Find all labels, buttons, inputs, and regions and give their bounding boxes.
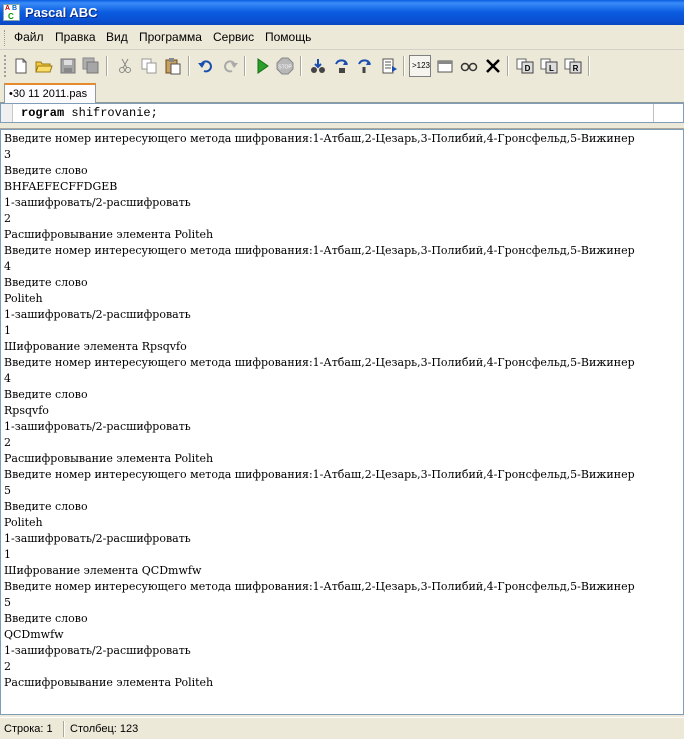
menu-view[interactable]: Вид: [106, 30, 128, 44]
tab-file[interactable]: •30 11 2011.pas: [4, 83, 96, 104]
output-line: Введите номер интересующего метода шифрования:1-Атбаш,2-Цезарь,3-Полибий,4-Гронсфельд,5-Вижинер: [4, 468, 635, 481]
cut-icon[interactable]: [114, 55, 136, 77]
program-name: shifrovanie;: [64, 106, 158, 120]
step-out-icon[interactable]: [354, 55, 376, 77]
code-editor[interactable]: [0, 103, 684, 123]
title-bar[interactable]: [0, 0, 684, 25]
output-line: Расшифровывание элемента Politeh: [4, 228, 214, 241]
redo-icon[interactable]: [219, 55, 241, 77]
output-window[interactable]: [0, 129, 684, 715]
window-title: Pascal ABC: [25, 5, 98, 20]
svg-text:STOP: STOP: [278, 64, 292, 71]
copy-icon[interactable]: [138, 55, 160, 77]
output-line: 4: [4, 260, 11, 273]
menu-file[interactable]: Файл: [14, 30, 44, 44]
toolbar-separator: [507, 56, 509, 76]
output-line: Введите номер интересующего метода шифрования:1-Атбаш,2-Цезарь,3-Полибий,4-Гронсфельд,5-Вижинер: [4, 132, 635, 145]
glasses-icon[interactable]: [458, 55, 480, 77]
output-line: Введите слово: [4, 276, 88, 289]
output-line: 5: [4, 596, 11, 609]
stop-icon[interactable]: [274, 55, 296, 77]
status-row: Строка: 1: [4, 723, 53, 735]
output-line: 1-зашифровать/2-расшифровать: [4, 308, 191, 321]
step-into-icon[interactable]: [307, 55, 329, 77]
run-icon[interactable]: [251, 55, 273, 77]
toolbar-separator: [188, 56, 190, 76]
status-separator: [63, 721, 65, 737]
window-icon[interactable]: [434, 55, 456, 77]
output-line: Введите номер интересующего метода шифрования:1-Атбаш,2-Цезарь,3-Полибий,4-Гронсфельд,5-Вижинер: [4, 244, 635, 257]
svg-text:L: L: [549, 64, 554, 73]
toolbar-separator: [588, 56, 590, 76]
svg-text:D: D: [524, 64, 531, 73]
output-line: Шифрование элемента QCDmwfw: [4, 564, 202, 577]
output-line: 1-зашифровать/2-расшифровать: [4, 420, 191, 433]
output-line: Введите слово: [4, 500, 88, 513]
watch-icon[interactable]: [378, 55, 400, 77]
editor-gutter: [1, 104, 13, 122]
close-icon[interactable]: [482, 55, 504, 77]
split-d-icon[interactable]: [514, 55, 536, 77]
output-line: 1: [4, 324, 11, 337]
tab-bar: [0, 81, 684, 103]
menu-service[interactable]: Сервис: [213, 30, 255, 44]
output-line: Расшифровывание элемента Politeh: [4, 452, 214, 465]
toolbar: [0, 51, 684, 81]
output-line: 1-зашифровать/2-расшифровать: [4, 644, 191, 657]
menu-help[interactable]: Помощь: [265, 30, 312, 44]
output-line: Введите слово: [4, 388, 88, 401]
code-line[interactable]: [21, 106, 158, 120]
output-line: Введите номер интересующего метода шифрования:1-Атбаш,2-Цезарь,3-Полибий,4-Гронсфельд,5-Вижинер: [4, 356, 635, 369]
split-l-icon[interactable]: [538, 55, 560, 77]
output-line: Введите номер интересующего метода шифрования:1-Атбаш,2-Цезарь,3-Полибий,4-Гронсфельд,5-Вижинер: [4, 580, 635, 593]
menu-grip: [4, 30, 7, 46]
save-all-icon[interactable]: [80, 55, 102, 77]
output-line: QCDmwfw: [4, 628, 64, 641]
toolbar-grip: [4, 55, 7, 77]
output-line: 3: [4, 148, 11, 161]
output-line: 2: [4, 436, 11, 449]
output-format-label: >123: [411, 61, 431, 70]
menu-bar: [0, 25, 684, 50]
right-margin-line: [653, 104, 654, 122]
menu-edit[interactable]: Правка: [55, 30, 96, 44]
keyword-program: rogram: [21, 106, 65, 120]
output-line: Введите слово: [4, 612, 88, 625]
output-line: 1: [4, 548, 11, 561]
menu-program[interactable]: Программа: [139, 30, 202, 44]
output-format-button[interactable]: [409, 55, 431, 77]
toolbar-separator: [300, 56, 302, 76]
step-over-icon[interactable]: [331, 55, 353, 77]
output-line: Введите слово: [4, 164, 88, 177]
output-line: 2: [4, 660, 11, 673]
output-line: Politeh: [4, 292, 43, 305]
split-r-icon[interactable]: [562, 55, 584, 77]
output-line: BHFAEFECFFDGEB: [4, 180, 118, 193]
output-line: Rpsqvfo: [4, 404, 49, 417]
output-line: 1-зашифровать/2-расшифровать: [4, 196, 191, 209]
new-file-icon[interactable]: [10, 55, 32, 77]
save-icon[interactable]: [57, 55, 79, 77]
output-line: Расшифровывание элемента Politeh: [4, 676, 214, 689]
status-column: Столбец: 123: [70, 723, 139, 735]
output-line: 4: [4, 372, 11, 385]
undo-icon[interactable]: [195, 55, 217, 77]
paste-icon[interactable]: [162, 55, 184, 77]
open-folder-icon[interactable]: [33, 55, 55, 77]
toolbar-separator: [403, 56, 405, 76]
toolbar-separator: [244, 56, 246, 76]
status-bar: [0, 717, 684, 739]
pascal-abc-icon[interactable]: A B C: [3, 4, 20, 21]
svg-text:R: R: [572, 64, 579, 73]
toolbar-separator: [106, 56, 108, 76]
output-line: 1-зашифровать/2-расшифровать: [4, 532, 191, 545]
output-line: Politeh: [4, 516, 43, 529]
output-line: 2: [4, 212, 11, 225]
output-line: Шифрование элемента Rpsqvfo: [4, 340, 187, 353]
output-line: 5: [4, 484, 11, 497]
